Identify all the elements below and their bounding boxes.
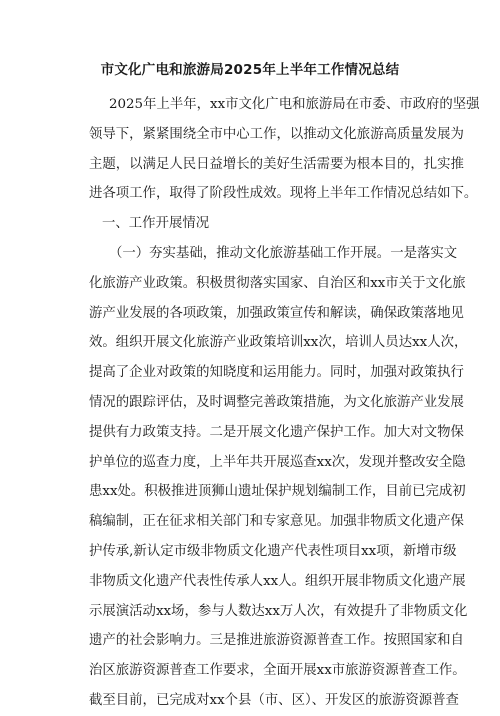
paragraph-line: 游产业发展的各项政策，加强政策宣传和解读，确保政策落地见 xyxy=(89,305,464,321)
paragraph-line: 主题，以满足人民日益增长的美好生活需要为根本目的，扎实推 xyxy=(89,156,464,172)
paragraph-line: （一）夯实基础，推动文化旅游基础工作开展。一是落实文 xyxy=(109,245,458,261)
paragraph-line: 进各项工作，取得了阶段性成效。现将上半年工作情况总结如下。 xyxy=(89,186,478,202)
paragraph-line: 非物质文化遗产代表性传承人xx人。组织开展非物质文化遗产展 xyxy=(89,573,466,589)
paragraph-line: 护单位的巡查力度，上半年共开展巡查xx次，发现并整改安全隐 xyxy=(89,454,466,470)
document-body xyxy=(89,90,480,716)
paragraph-line: 提供有力政策支持。二是开展文化遗产保护工作。加大对文物保 xyxy=(89,424,464,440)
paragraph-line: 患xx处。积极推进顶狮山遗址保护规划编制工作，目前已完成初 xyxy=(89,484,466,500)
section-heading: 一、工作开展情况 xyxy=(102,216,210,232)
paragraph-line: 治区旅游资源普查工作要求，全面开展xx市旅游资源普查工作。 xyxy=(89,663,466,679)
document-title: 市文化广电和旅游局2025年上半年工作情况总结 xyxy=(100,62,400,78)
paragraph-line: 2025年上半年，xx市文化广电和旅游局在市委、市政府的坚强 xyxy=(109,97,480,112)
paragraph-line: 稿编制，正在征求相关部门和专家意见。加强非物质文化遗产保 xyxy=(89,514,464,530)
paragraph-line: 效。组织开展文化旅游产业政策培训xx次，培训人员达xx人次， xyxy=(89,335,468,351)
paragraph-line: 化旅游产业政策。积极贯彻落实国家、自治区和xx市关于文化旅 xyxy=(89,275,466,291)
paragraph-line: 示展演活动xx场，参与人数达xx万人次，有效提升了非物质文化 xyxy=(89,603,468,619)
paragraph-line: 领导下，紧紧围绕全市中心工作，以推动文化旅游高质量发展为 xyxy=(89,126,464,142)
paragraph-line: 遗产的社会影响力。三是推进旅游资源普查工作。按照国家和自 xyxy=(89,633,464,649)
paragraph-line: 护传承,新认定市级非物质文化遗产代表性项目xx项，新增市级 xyxy=(89,543,457,559)
paragraph-line: 情况的跟踪评估，及时调整完善政策措施，为文化旅游产业发展 xyxy=(89,394,464,410)
paragraph-line: 提高了企业对政策的知晓度和运用能力。同时，加强对政策执行 xyxy=(89,365,464,381)
paragraph-line: 截至目前，已完成对xx个县（市、区）、开发区的旅游资源普查 xyxy=(89,692,459,708)
